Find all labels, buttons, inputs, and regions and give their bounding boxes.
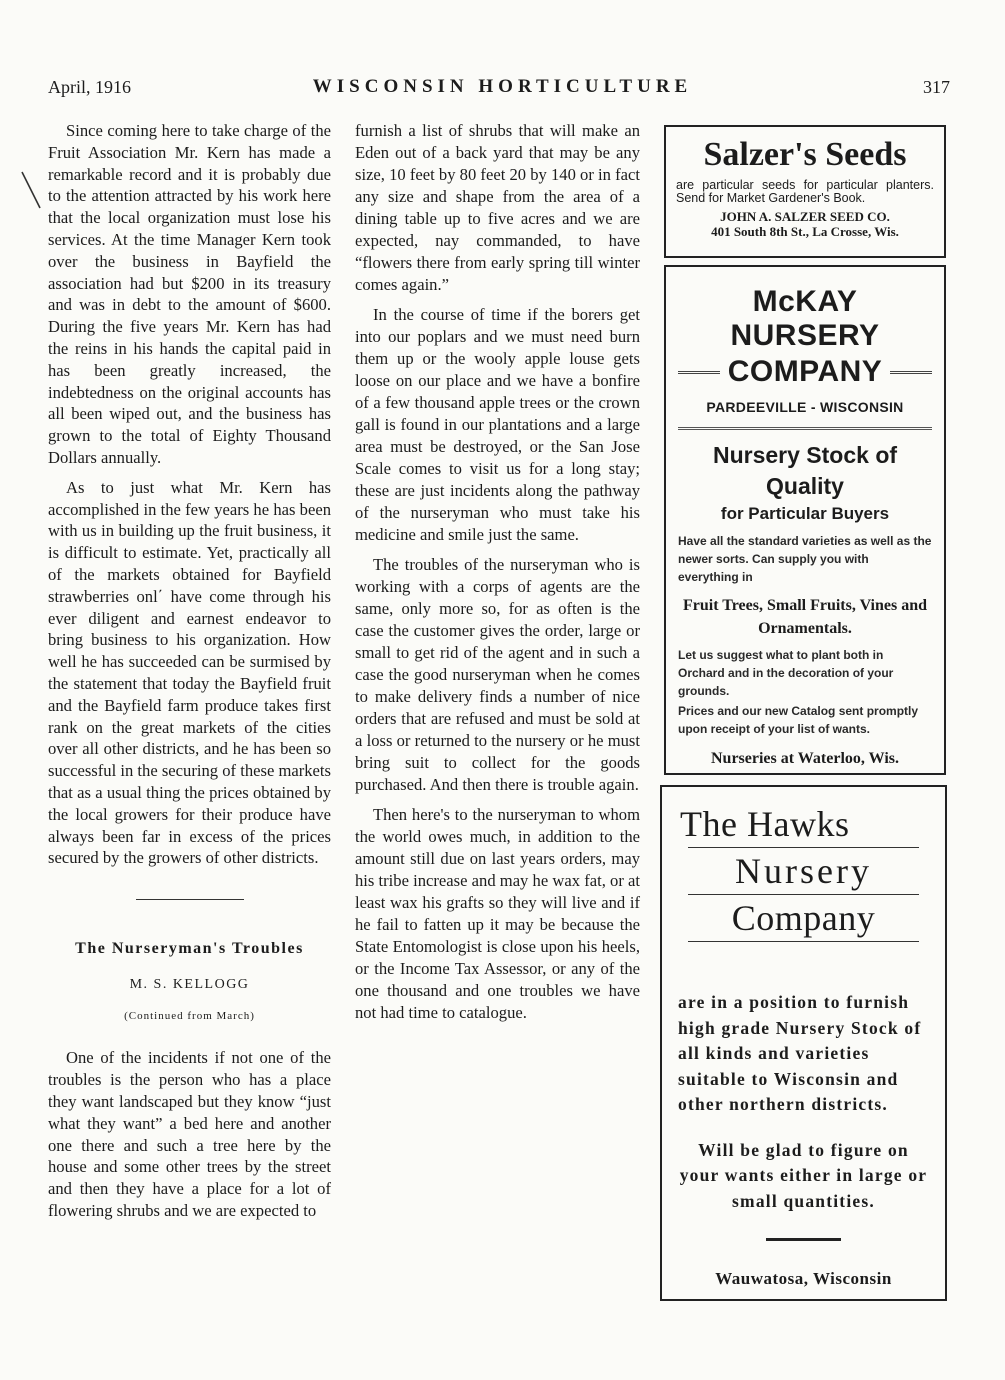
paragraph: The troubles of the nurseryman who is working with a corps of agents are the same, only more so, for as often is the case the customer gives the order, large or small to get rid of the agent and in such a case the good nurseryman when he comes to make delivery finds a number of nice orders that are refused and must be sold at a loss or returned to the nursery or he must bring suit to collect for the goods purchased. And then there is trouble again. <box>355 555 640 794</box>
ad-title-line2: Nursery <box>735 851 872 891</box>
column-left <box>48 120 331 1230</box>
ad-text: are in a position to furnish high grade Nursery Stock of all kinds and varieties suitable to Wisconsin and other northern districts. <box>678 992 922 1114</box>
double-rule <box>678 427 932 430</box>
publication-title: WISCONSIN HORTICULTURE <box>312 76 693 97</box>
paragraph: Since coming here to take charge of the Fruit Association Mr. Kern has made a remarkable record and it is probably due to the attention attracted by his work here that the local organization must lose his services. At the time Manager Kern took over the business in Bayfield the association had but $200 in its treasury and was in debt to the amount of $600. During the five years Mr. Kern has had the reins in his hands the capital paid in has been greatly increased, the indebtedness on the original accounts has all been wiped out, and the business has grown to the total of Eighty Thousand Dollars annually. <box>48 121 331 467</box>
paragraph: In the course of time if the borers get into our poplars and we must need burn them up or the wooly apple louse gets loose on our place and we have a bonfire of a few thousand apple trees or the crown gall is found in our plantations and a large area must be destroyed, or the San Jose Scale comes to visit us for a long stay; these are just incidents along the pathway of the nurseryman who must take his medicine and smile just the same. <box>355 305 640 544</box>
ad-title-line2-row <box>678 355 932 389</box>
divider-bar <box>766 1238 841 1241</box>
page-number: 317 <box>923 77 950 97</box>
mckay-nursery-ad <box>664 265 946 775</box>
ornament-rule <box>890 371 932 374</box>
paragraph: One of the incidents if not one of the troubles is the person who has a place they want landscaped but they know “just what they want” a bed here and another one there and such a tree here by the house and some other trees by the street and then they have a place for a lot of flowering shrubs and we are expected to <box>48 1048 331 1221</box>
ad-text: Will be glad to figure on your wants either in large or small quantities. <box>679 1139 928 1211</box>
ad-headline: Nursery Stock of <box>712 442 898 468</box>
ad-text: Prices and our new Catalog sent promptly upon receipt of your list of wants. <box>678 704 919 736</box>
ad-title-line2: COMPANY <box>727 355 883 388</box>
margin-pencil-mark <box>20 170 42 210</box>
ad-description: are particular seeds for particular planters. Send for Market Gardener's Book. <box>676 178 934 205</box>
ad-location: PARDEEVILLE - WISCONSIN <box>706 399 904 415</box>
ad-title-line3: Company <box>731 898 876 938</box>
paragraph: Then here's to the nurseryman to whom the world owes much, in addition to the amount still due on last years orders, may his tribe increase and may he wax fat, or at least wax his grafts so they will live and if he fail to fatten up it may be because the State Entomologist is close upon his heels, or the Income Tax Assessor, or any of the one thousand and one troubles we have not had time to catalogue. <box>355 805 640 1022</box>
ad-subheadline: for Particular Buyers <box>720 504 890 523</box>
ad-title-line1: The Hawks <box>680 804 850 844</box>
ad-footer: Nurseries at Waterloo, Wis. <box>711 750 899 767</box>
underline-rule <box>688 941 919 942</box>
section-divider <box>136 899 244 900</box>
ad-text: Have all the standard varieties as well as the newer sorts. Can supply you with everything in <box>678 534 932 584</box>
ad-headline: Quality <box>766 473 844 499</box>
hawks-nursery-ad <box>660 785 947 1301</box>
salzer-seeds-ad <box>664 125 946 258</box>
article-author: M. S. KELLOGG <box>129 976 250 992</box>
ad-location: Wauwatosa, Wisconsin <box>715 1269 892 1288</box>
ornament-rule <box>678 371 720 374</box>
ad-company-name: JOHN A. SALZER SEED CO. <box>720 209 890 224</box>
article-title: The Nurseryman's Troubles <box>75 940 304 958</box>
article-note: (Continued from March) <box>124 1009 255 1022</box>
column-middle <box>355 120 640 1032</box>
ad-title: Salzer's Seeds <box>703 136 907 173</box>
paragraph: As to just what Mr. Kern has accomplished in the few years he has been with us in building up the fruit business, it is difficult to estimate. Yet, practically all of the markets obtained for Bayfield strawberries onl΄ have come through his ever diligent and earnest endeavor to bring business to his organization. How well he has succeeded can be surmised by the statement that today the Bayfield fruit and the Bayfield farm produce takes first rank on the great markets of the cities over all other districts, and he has been so successful in the securing of these markets that as a usual thing the prices obtained by the local growers for their produce have always been far in excess of the prices secured by the growers of other districts. <box>48 477 331 868</box>
issue-date: April, 1916 <box>48 77 131 97</box>
ad-title-line1: McKAY NURSERY <box>730 285 880 352</box>
ad-text: Let us suggest what to plant both in Orchard and in the decoration of your grounds. <box>678 648 894 698</box>
ad-featured-products: Fruit Trees, Small Fruits, Vines and Ornamentals. <box>682 597 927 637</box>
ad-address: 401 South 8th St., La Crosse, Wis. <box>711 224 899 239</box>
paragraph: furnish a list of shrubs that will make an Eden out of a back yard that may be any size, 10 feet by 80 feet 20 by 140 or in fact any size and shape from the area of a dining table up to five acres and we are expected, nay commanded, to have “flowers there from early spring till winter comes again.” <box>355 121 640 294</box>
